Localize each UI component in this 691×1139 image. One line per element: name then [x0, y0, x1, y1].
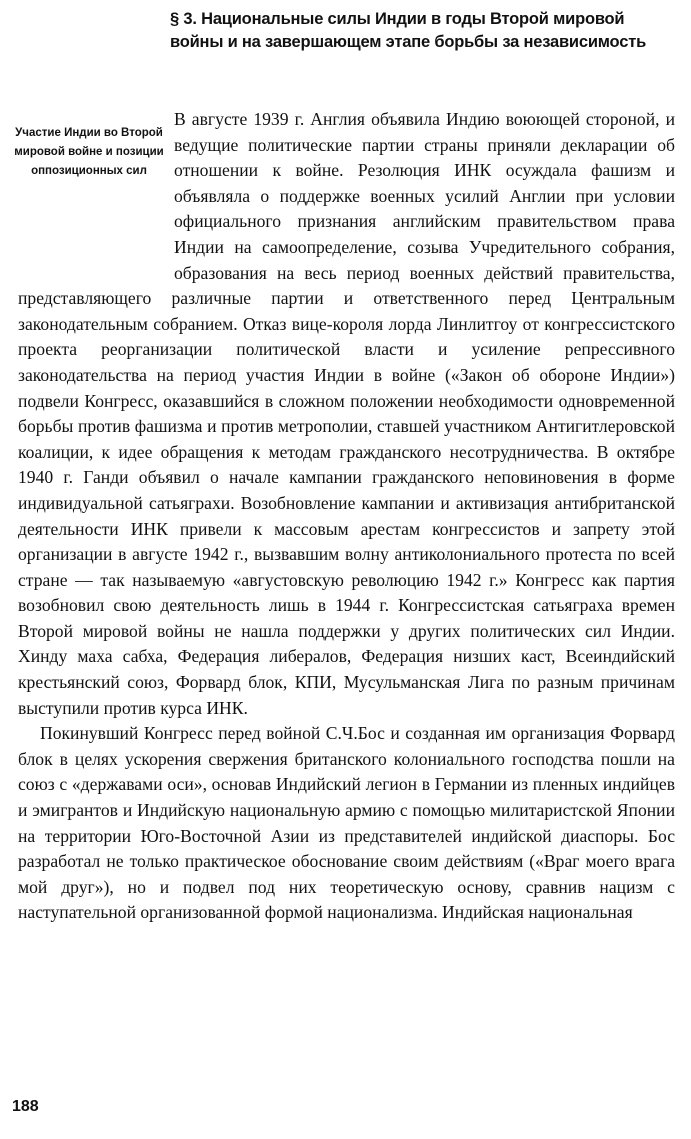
paragraph-2: Покинувший Конгресс перед войной С.Ч.Бос и созданная им организация Форвард блок в целях ускорения свержения британского колониального господства пошли на союз с «державами оси», основав Индийский легион в Германии из пленных индийцев и эмигрантов и Индийскую национальную армию с помощью милитаристской Японии на территории Юго-Восточной Азии из представителей индийской диаспоры. Бос разработал не только практическое обоснование своим действиям («Враг моего врага мой друг»), но и подвел под них теоретическую основу, сравнив нацизм с наступательной организованной формой национализма. Индийская национальная [18, 723, 675, 923]
section-heading: § 3. Национальные силы Индии в годы Второй мировой войны и на завершающем этапе борьбы за независимость [170, 10, 647, 51]
paragraph-1: В августе 1939 г. Англия объявила Индию воюющей стороной, и ведущие политические партии страны приняли декларации об отношении к войне. Резолюция ИНК осуждала фашизм и объявляла о поддержке военных усилий Англии при условии официального признания английским правительством права Индии на самоопределение, созыва Учредительного собрания, образования на весь период военных действий правительства, представляющего различные партии и ответственного перед Центральным законодательным собранием. Отказ вице-короля лорда Линлитгоу от конгрессистского проекта реорганизации политической власти и усиление репрессивного законодательства на период участия Индии в войне («Закон об обороне Индии») подвели Конгресс, оказавшийся в сложном положении необходимости одновременной борьбы против фашизма и против метрополии, ставшей участником Антигитлеровской коалиции, к идее обращения к методам гражданского несотрудничества. В октябре 1940 г. Ганди объявил о начале кампании гражданского неповиновения в форме индивидуальной сатьяграхи. Возобновление кампании и активизация антибританской деятельности ИНК привели к массовым арестам конгрессистов и запрету этой организации в августе 1942 г., вызвавшим волну антиколониального протеста по всей стране — так называемую «августовскую революцию 1942 г.» Конгресс как партия возобновил свою деятельность лишь в 1944 г. Конгрессистская сатьяграха времен Второй мировой войны не нашла поддержки у других политических сил Индии. Хинду маха сабха, Федерация либералов, Федерация низших каст, Всеиндийский крестьянский союз, Форвард блок, КПИ, Мусульманская Лига по разным причинам выступили против курса ИНК. [18, 109, 675, 718]
body-text [18, 107, 675, 926]
margin-note-spacer [18, 107, 174, 261]
margin-note: Участие Индии во Второй мировой войне и позиции оппозиционных сил [14, 127, 164, 177]
page-number: 188 [12, 1098, 39, 1115]
